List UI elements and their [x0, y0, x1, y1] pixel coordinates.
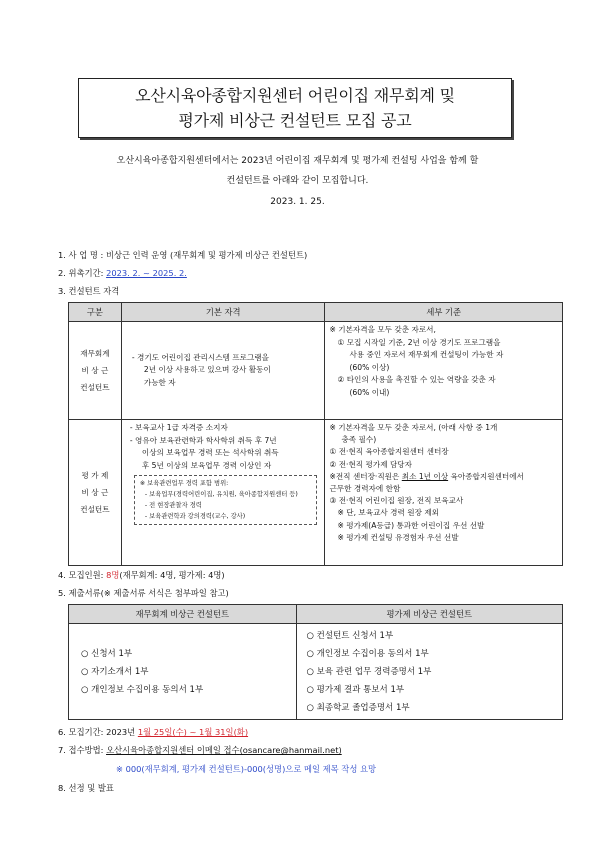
item-7-note: ※ 000(재무회계, 평가제 컨설턴트)-000(성명)으로 메일 제목 작성 요망	[116, 764, 377, 774]
detail-finance	[325, 322, 563, 420]
item-2	[58, 268, 187, 279]
detail-line: ※ 평가제 컨설팅 유경험자 우선 선발	[337, 532, 459, 542]
qualification-table	[68, 302, 563, 566]
detail-line: ② 타인의 사용을 촉진할 수 있는 역량을 갖춘 자	[337, 375, 496, 385]
category-line: 비 상 근	[81, 488, 109, 497]
basic-line: 가능한 자	[143, 377, 176, 387]
detail-line: 근무한 경력자에 한함	[329, 484, 401, 494]
item-5-label: 5. 제출서류(※ 제출서류 서식은 첨부파일 참고)	[58, 588, 229, 598]
career-scope-line: - 보육관련학과 강의경력(교수, 강사)	[144, 513, 246, 521]
item-6-year: 2023년	[106, 727, 136, 737]
item-2-label: 2. 위촉기간:	[58, 268, 104, 278]
header-detail: 세부 기준	[325, 303, 563, 322]
table-row-evaluation	[69, 420, 563, 566]
detail-emphasis: 최소 1년 이상	[401, 471, 449, 481]
documents-table	[68, 604, 563, 720]
detail-line: ② 전·현직 평가제 담당자	[329, 459, 412, 469]
category-evaluation	[69, 420, 122, 566]
category-line: 평 가 제	[81, 471, 109, 480]
list-item: ○ 자기소개서 1부	[81, 666, 149, 677]
item-8-label: 8. 선정 및 발표	[58, 783, 114, 793]
item-2-value: 2023. 2. ~ 2025. 2.	[106, 268, 187, 278]
detail-line: ※ 기본자격을 모두 갖춘 자로서, (아래 사항 중 1개	[329, 423, 498, 432]
title-line-1: 오산시육아종합지원센터 어린이집 재무회계 및	[135, 86, 455, 105]
category-line: 재무회계	[80, 349, 110, 358]
category-line: 컨설턴트	[80, 383, 110, 392]
intro-line-1: 오산시육아종합지원센터에서는 2023년 어린이집 재무회계 및 평가제 컨설팅 사업을 함께 할	[116, 156, 479, 166]
category-line: 비 상 근	[81, 366, 109, 375]
item-7-value: 오산시육아종합지원센터 이메일 접수(osancare@hanmail.net)	[106, 745, 342, 755]
list-item: ○ 평가제 결과 통보서 1부	[306, 684, 405, 695]
item-7-label: 7. 접수방법:	[58, 745, 104, 755]
career-scope-box	[134, 475, 318, 525]
item-6	[58, 727, 248, 738]
detail-line: 사용 중인 자로서 재무회계 컨설팅이 가능한 자	[349, 350, 504, 360]
item-1	[58, 250, 307, 261]
career-scope-line: ※ 보육관련업무 경력 포함 범위:	[139, 480, 229, 488]
detail-line: (60% 이상)	[349, 362, 390, 372]
intro-line-2: 컨설턴트를 아래와 같이 모집합니다.	[226, 176, 369, 186]
item-1-label: 1. 사 업 명 :	[58, 250, 104, 260]
detail-line: ① 전·현직 육아종합지원센터 센터장	[329, 447, 449, 457]
detail-line: (60% 이내)	[349, 387, 390, 397]
category-line: 컨설턴트	[80, 505, 110, 514]
item-4	[58, 570, 225, 581]
item-6-value: 1월 25일(수) ~ 1월 31일(화)	[137, 727, 249, 737]
detail-line: ※ 단, 보육교사 경력 원장 제외	[337, 508, 440, 518]
item-4-rest: (재무회계: 4명, 평가제: 4명)	[119, 570, 225, 580]
basic-line: - 보육교사 1급 자격증 소지자	[129, 423, 228, 432]
detail-text: ※전직 센터장·직원은	[329, 471, 402, 481]
detail-line: ① 모집 시작일 기준, 2년 이상 경기도 프로그램을	[337, 337, 501, 347]
detail-line: 충족 필수)	[341, 435, 377, 445]
basic-finance	[121, 322, 325, 420]
basic-evaluation	[121, 420, 325, 566]
detail-text: 육아종합지원센터에서	[448, 471, 524, 481]
header-finance-docs: 재무회계 비상근 컨설턴트	[69, 605, 297, 624]
detail-line-former-staff	[329, 471, 558, 483]
list-item: ○ 신청서 1부	[81, 648, 133, 659]
basic-line: 이상의 보육업무 경력 또는 석사학위 취득	[141, 448, 279, 458]
title-box	[78, 78, 512, 138]
basic-line: 2년 이상 사용하고 있으며 강사 활동이	[143, 365, 271, 375]
detail-line: ③ 전·현직 어린이집 원장, 전직 보육교사	[329, 496, 464, 506]
item-6-label: 6. 모집기간:	[58, 727, 104, 737]
item-7	[58, 745, 342, 756]
title-line-2: 평가제 비상근 컨설턴트 모집 공고	[178, 111, 412, 130]
finance-docs-list	[69, 624, 297, 720]
header-category: 구분	[69, 303, 122, 322]
list-item: ○ 개인정보 수집이용 동의서 1부	[306, 648, 429, 659]
detail-evaluation	[325, 420, 563, 566]
career-scope-line: - 보육업무(경력어린이집, 유치원, 육아종합지원센터 등)	[144, 491, 298, 499]
category-finance	[69, 322, 122, 420]
list-item: ○ 보육 관련 업무 경력증명서 1부	[306, 666, 432, 677]
list-item: ○ 컨설턴트 신청서 1부	[306, 630, 394, 641]
basic-line: - 경기도 어린이집 관리시스템 프로그램을	[131, 352, 269, 362]
basic-line: - 영유아 보육관련학과 학사학위 취득 후 7년	[129, 435, 277, 445]
item-4-label: 4. 모집인원:	[58, 570, 104, 580]
career-scope-line: - 전 현장관찰자 경력	[144, 502, 202, 510]
header-basic: 기본 자격	[121, 303, 325, 322]
item-4-value: 8명	[106, 570, 120, 580]
detail-line: ※ 평가제(A등급) 통과한 어린이집 우선 선발	[337, 520, 485, 530]
item-1-value: 비상근 인력 운영 (재무회계 및 평가제 비상근 컨설턴트)	[105, 250, 308, 260]
detail-line: ※ 기본자격을 모두 갖춘 자로서,	[329, 325, 436, 334]
basic-line: 후 5년 이상의 보육업무 경력 이상인 자	[141, 460, 272, 470]
header-evaluation-docs: 평가제 비상근 컨설턴트	[296, 605, 562, 624]
table-row-finance	[69, 322, 563, 420]
intro-date: 2023. 1. 25.	[270, 197, 325, 207]
list-item: ○ 개인정보 수집이용 동의서 1부	[81, 684, 204, 695]
list-item: ○ 최종학교 졸업증명서 1부	[306, 702, 410, 713]
evaluation-docs-list	[296, 624, 562, 720]
item-3-label: 3. 컨설턴트 자격	[58, 286, 120, 296]
